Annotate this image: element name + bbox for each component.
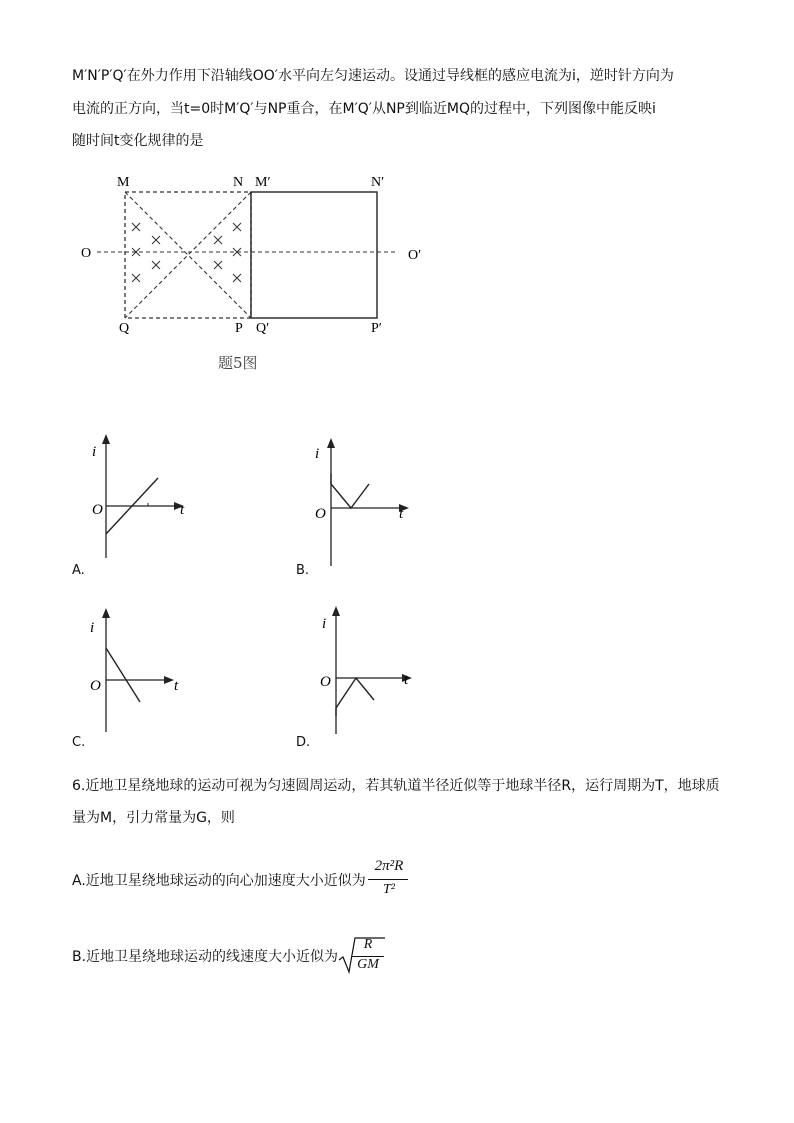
axis-t-label: t bbox=[174, 678, 179, 694]
magnetic-field-region bbox=[125, 192, 251, 318]
label-n: N bbox=[233, 175, 244, 190]
q6-option-a-denominator: T² bbox=[383, 882, 395, 897]
label-n-prime: N′ bbox=[371, 175, 385, 190]
q6-option-a-numerator: 2π²R bbox=[374, 858, 404, 874]
q6-option-a-fraction-bar bbox=[368, 879, 408, 880]
option-a-graph bbox=[80, 430, 210, 570]
axis-i-label: i bbox=[90, 620, 95, 636]
q6-stem-line-2: 量为M，引力常量为G，则 bbox=[72, 810, 235, 826]
q6-option-a-text[interactable]: A.近地卫星绕地球运动的向心加速度大小近似为 bbox=[72, 873, 366, 889]
option-d-letter[interactable]: D. bbox=[296, 735, 311, 750]
axis-t-label: t bbox=[404, 672, 409, 688]
option-b-graph bbox=[305, 436, 435, 576]
option-c-letter[interactable]: C. bbox=[72, 735, 86, 750]
q6-stem-line-1: 6.近地卫星绕地球的运动可视为匀速圆周运动，若其轨道半径近似等于地球半径R，运行周期为T，地球质 bbox=[72, 778, 720, 794]
origin-label: O bbox=[92, 502, 103, 518]
q6-option-b-numerator: R bbox=[363, 937, 373, 952]
q6-option-b-text[interactable]: B.近地卫星绕地球运动的线速度大小近似为 bbox=[72, 949, 339, 965]
origin-label: O bbox=[90, 678, 101, 694]
axis-i-label: i bbox=[322, 616, 327, 632]
origin-label: O bbox=[320, 674, 331, 690]
label-m: M bbox=[117, 175, 130, 190]
label-q-prime: Q′ bbox=[256, 321, 270, 336]
q6-option-b-denominator: GM bbox=[357, 957, 379, 972]
current-curve bbox=[336, 678, 374, 716]
axis-i-label: i bbox=[92, 444, 97, 460]
label-m-prime: M′ bbox=[255, 175, 271, 190]
origin-label: O bbox=[315, 506, 326, 522]
label-o-prime: O′ bbox=[408, 248, 422, 263]
q5-stem-line-2: 电流的正方向，当t=0时M′Q′与NP重合，在M′Q′从NP到临近MQ的过程中，下列图像中能反映i bbox=[72, 101, 656, 117]
q5-stem-line-3: 随时间t变化规律的是 bbox=[72, 133, 204, 149]
option-d-graph bbox=[310, 604, 440, 744]
q5-stem-line-1: M′N′P′Q′在外力作用下沿轴线OO′水平向左匀速运动。设通过导线框的感应电流为i，逆时针方向为 bbox=[72, 68, 674, 84]
option-a-letter[interactable]: A. bbox=[72, 563, 85, 578]
option-b-letter[interactable]: B. bbox=[296, 563, 310, 578]
axis-t-label: t bbox=[180, 502, 185, 518]
label-p: P bbox=[235, 321, 243, 336]
current-curve bbox=[106, 648, 140, 702]
option-c-graph bbox=[80, 604, 210, 744]
label-p-prime: P′ bbox=[371, 321, 382, 336]
wire-frame bbox=[251, 192, 377, 318]
current-curve bbox=[331, 474, 369, 508]
diagonal-nq bbox=[125, 192, 251, 318]
diagonal-mp bbox=[125, 192, 251, 318]
figure-caption: 题5图 bbox=[218, 354, 258, 372]
axis-i-label: i bbox=[315, 446, 320, 462]
label-o: O bbox=[81, 246, 92, 261]
q5-main-figure bbox=[75, 168, 435, 378]
label-q: Q bbox=[119, 321, 130, 336]
axis-t-label: t bbox=[399, 506, 404, 522]
